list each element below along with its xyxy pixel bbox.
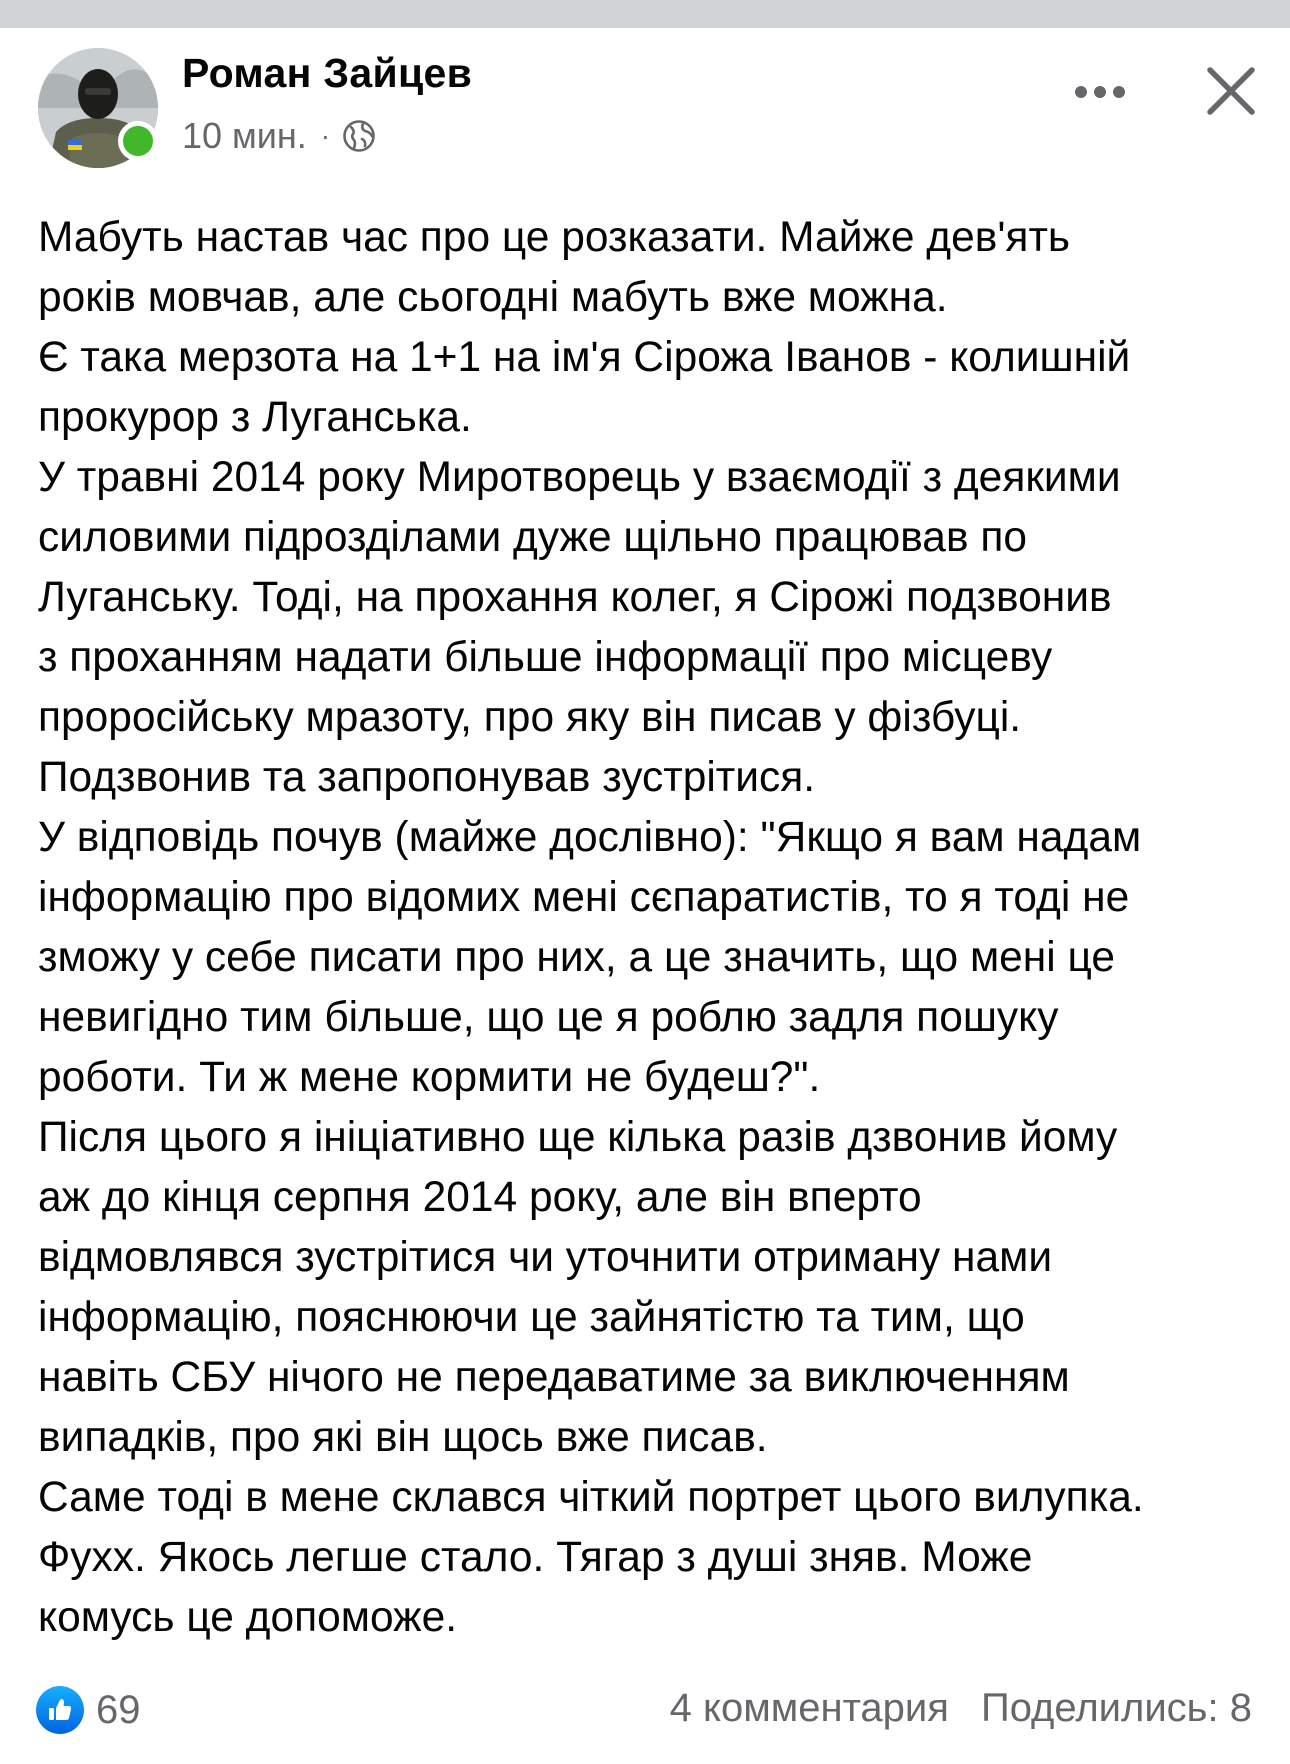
post-line: навіть СБУ нічого не передаватиме за виключенням bbox=[38, 1354, 1070, 1401]
post-line: років мовчав, але сьогодні мабуть вже можна. bbox=[38, 274, 948, 321]
engagement-stats bbox=[670, 1686, 1252, 1731]
top-separator-band bbox=[0, 0, 1290, 28]
post-line: силовими підрозділами дуже щільно працював по bbox=[38, 514, 1027, 561]
more-options-button[interactable] bbox=[1068, 68, 1132, 116]
post-line: випадків, про які він щось вже писав. bbox=[38, 1414, 768, 1461]
reactions-summary[interactable] bbox=[36, 1686, 141, 1734]
post-line: інформацію, пояснюючи це зайнятістю та тим, що bbox=[38, 1294, 1025, 1341]
globe-icon bbox=[342, 119, 376, 153]
comments-link[interactable]: 4 комментария bbox=[669, 1686, 949, 1730]
post-line: У травні 2014 року Миротворець у взаємодії з деякими bbox=[38, 454, 1121, 501]
post-line: комусь це допоможе. bbox=[38, 1594, 458, 1641]
shares-link[interactable]: Поделились: 8 bbox=[980, 1686, 1252, 1730]
post-line: У відповідь почув (майже дослівно): "Якщо я вам надам bbox=[38, 814, 1142, 861]
post-line: зможу у себе писати про них, а це значить, що мені це bbox=[38, 934, 1116, 981]
post-line: невигідно тим більше, що це я роблю задля пошуку bbox=[38, 994, 1059, 1041]
meta-separator: · bbox=[320, 120, 331, 151]
close-icon bbox=[1202, 62, 1260, 120]
post-meta bbox=[182, 115, 376, 157]
post-line: проросійську мразоту, про яку він писав у фізбуці. bbox=[38, 694, 1022, 741]
post-line: роботи. Ти ж мене кормити не будеш?". bbox=[38, 1054, 821, 1101]
post-line: прокурор з Луганська. bbox=[38, 394, 472, 441]
post-line: відмовлявся зустрітися чи уточнити отриману нами bbox=[38, 1234, 1053, 1281]
post-line: Мабуть настав час про це розказати. Майже дев'ять bbox=[38, 214, 1071, 261]
post-line: з проханням надати більше інформації про місцеву bbox=[38, 634, 1053, 681]
post-line: Є така мерзота на 1+1 на ім'я Сірожа Іванов - колишній bbox=[38, 334, 1131, 381]
post-line: Луганську. Тоді, на прохання колег, я Сірожі подзвонив bbox=[38, 574, 1112, 621]
post-timestamp[interactable]: 10 мин. bbox=[182, 115, 307, 156]
post-line: Саме тоді в мене склався чіткий портрет цього вилупка. bbox=[38, 1474, 1144, 1521]
thumbs-up-icon bbox=[36, 1686, 84, 1734]
post-line: Фухх. Якось легше стало. Тягар з душі зняв. Може bbox=[38, 1534, 1033, 1581]
more-horizontal-icon bbox=[1074, 85, 1126, 99]
post-line: Подзвонив та запропонував зустрітися. bbox=[38, 754, 816, 801]
online-status-indicator bbox=[118, 121, 158, 161]
post-line: інформацію про відомих мені сєпаратистів, то я тоді не bbox=[38, 874, 1130, 921]
author-name[interactable]: Роман Зайцев bbox=[182, 50, 473, 96]
close-button[interactable] bbox=[1202, 62, 1260, 120]
post-body bbox=[38, 208, 1268, 1648]
post-line: аж до кінця серпня 2014 року, але він вперто bbox=[38, 1174, 922, 1221]
post-line: Після цього я ініціативно ще кілька разів дзвонив йому bbox=[38, 1114, 1118, 1161]
reaction-count: 69 bbox=[96, 1687, 141, 1732]
